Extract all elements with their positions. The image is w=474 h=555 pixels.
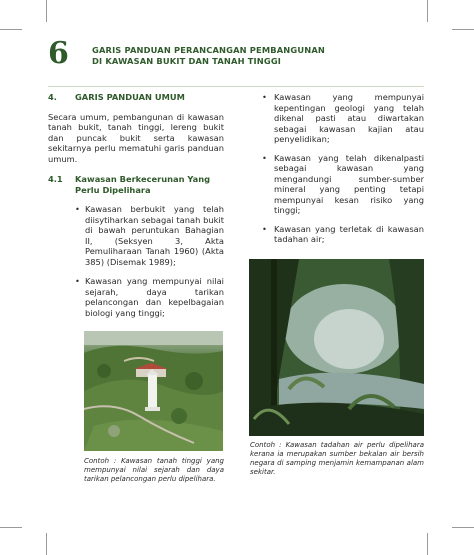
crop-mark [0, 29, 22, 30]
section-4-title: GARIS PANDUAN UMUM [75, 92, 185, 102]
section-4-heading [48, 92, 224, 103]
crop-mark [452, 527, 474, 528]
right-column [262, 92, 424, 253]
chapter-title [92, 45, 325, 67]
crop-mark [427, 0, 428, 22]
photo-forest-river [249, 259, 424, 436]
photo-hill-tower [84, 331, 223, 451]
bullet-icon: • [75, 276, 80, 286]
crop-mark [46, 533, 47, 555]
list-item-text: Kawasan berbukit yang telah diisytiharkan sebagai tanah bukit di bawah peruntukan Bahagian II, (Seksyen 3, Akta Pemuliharaan Tanah 1960) (Akta 385) (Disemak 1989); [85, 204, 224, 267]
photo-forest-river-illustration [249, 259, 424, 436]
chapter-number: 6 [48, 36, 69, 71]
section-4-paragraph: Secara umum, pembangunan di kawasan tanah bukit, tanah tinggi, lereng bukit dan puncak bukit serta kawasan sekitarnya perlu mematuhi garis panduan umum. [48, 111, 224, 164]
header-divider [48, 86, 424, 87]
right-bullet-list [262, 92, 424, 245]
list-item-text: Kawasan yang mempunyai kepentingan geologi yang telah dikenal pasti atau diwartakan sebagai kawasan kajian atau penyelidikan; [274, 92, 424, 144]
bullet-icon: • [262, 92, 267, 102]
list-item [262, 224, 424, 245]
bullet-icon: • [262, 223, 267, 234]
list-item [262, 92, 424, 145]
section-4-1-bullet-list [48, 204, 224, 318]
photo-1-caption: Contoh : Kawasan tanah tinggi yang mempunyai nilai sejarah dan daya tarikan pelancongan perlu dipelihara. [84, 457, 224, 483]
photo-2-caption: Contoh : Kawasan tadahan air perlu dipelihara kerana ia merupakan sumber bekalan air bersih negara di samping menjamin kemampanan alam sekitar. [250, 441, 424, 476]
photo-hill-tower-illustration [84, 331, 223, 451]
bullet-icon: • [262, 152, 267, 163]
section-4-1-number: 4.1 [48, 174, 63, 184]
section-4-1-heading [48, 174, 224, 196]
list-item-text: Kawasan yang telah dikenalpasti sebagai kawasan yang mengandungi sumber-sumber mineral yang penting tetapi mempunyai kesan risiko yang tinggi; [274, 152, 424, 215]
section-4-1-title: Kawasan Berkecerunan Yang Perlu Dipelihara [75, 174, 211, 195]
list-item [75, 204, 224, 267]
crop-mark [452, 29, 474, 30]
list-item [262, 153, 424, 216]
list-item-text: Kawasan yang terletak di kawasan tadahan air; [274, 223, 424, 244]
chapter-title-line-1: GARIS PANDUAN PERANCANGAN PEMBANGUNAN [92, 45, 325, 55]
list-item [75, 276, 224, 318]
crop-mark [0, 527, 22, 528]
chapter-title-line-2: DI KAWASAN BUKIT DAN TANAH TINGGI [92, 56, 282, 66]
crop-mark [427, 533, 428, 555]
section-4-number: 4. [48, 92, 57, 102]
crop-mark [46, 0, 47, 22]
list-item-text: Kawasan yang mempunyai nilai sejarah, daya tarikan pelancongan dan kepelbagaian biologi yang tinggi; [85, 276, 224, 318]
left-column [48, 92, 224, 327]
bullet-icon: • [75, 204, 80, 214]
